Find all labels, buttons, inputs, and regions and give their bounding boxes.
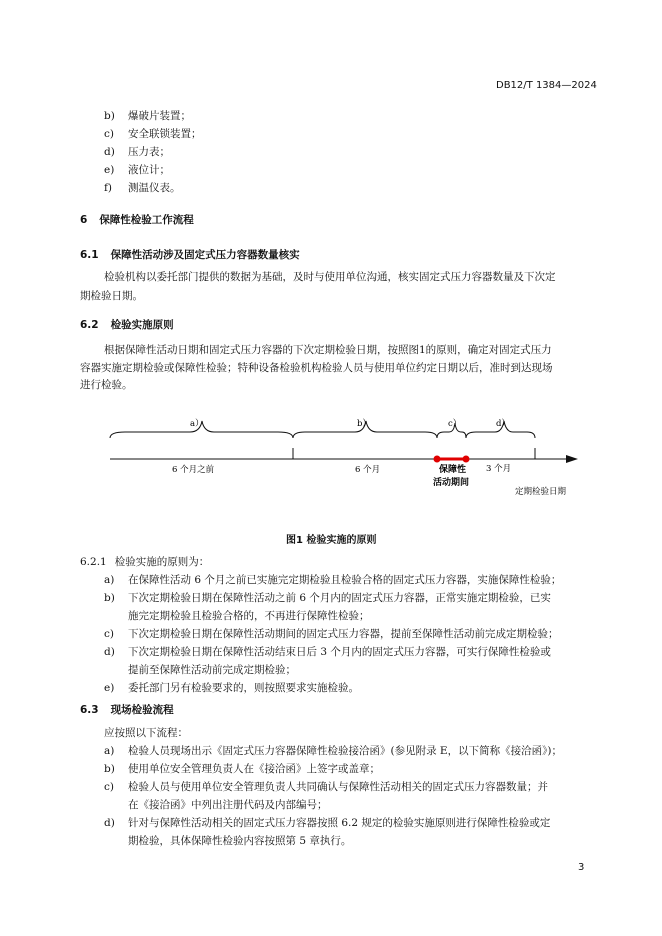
- event-label-line1: 保障性: [439, 465, 467, 475]
- axis-label-inspection-date: 定期检验日期: [515, 487, 567, 497]
- section-6-heading: 6 保障性检验工作流程: [80, 214, 194, 226]
- brace-label-c: c）: [448, 419, 462, 429]
- section-6-1-para-line2: 期检验日期。: [80, 290, 143, 302]
- list-item: e) 液位计；: [104, 164, 170, 176]
- section-6-2-para-line3: 进行检验。: [80, 379, 133, 391]
- event-start-dot: [434, 456, 441, 463]
- list-item: a) 检验人员现场出示《固定式压力容器保障性检验接洽函》(参见附录 E，以下简称《接洽函》)；: [104, 745, 562, 757]
- list-item: f) 测温仪表。: [104, 182, 181, 194]
- list-item: d) 压力表；: [104, 146, 170, 158]
- section-6-3-heading: 6.3 现场检验流程: [80, 704, 174, 716]
- list-item: c) 检验人员与使用单位安全管理负责人共同确认与保障性活动相关的固定式压力容器数量；并: [104, 781, 548, 793]
- section-6-2-para-line2: 容器实施定期检验或保障性检验；特种设备检验机构检验人员与使用单位约定日期以后，准时到达现场: [80, 362, 553, 374]
- section-6-1-heading: 6.1 保障性活动涉及固定式压力容器数量核实: [80, 249, 300, 261]
- timeline-figure: [0, 405, 662, 505]
- figure-caption: 图1 检验实施的原则: [286, 535, 377, 546]
- section-6-2-para-line1: 根据保障性活动日期和固定式压力容器的下次定期检验日期，按照图1的原则，确定对固定式压力: [104, 344, 552, 356]
- section-6-3-list: [104, 743, 562, 849]
- event-end-dot: [463, 456, 470, 463]
- list-item: b) 爆破片装置；: [104, 110, 191, 122]
- section-6-2-heading: 6.2 检验实施原则: [80, 319, 174, 331]
- brace-label-b: b）: [357, 419, 371, 429]
- list-item-continuation: 期检验，具体保障性检验内容按照第 5 章执行。: [128, 835, 352, 847]
- page-number: 3: [578, 862, 585, 873]
- section-6-3-lead: 应按照以下流程：: [104, 727, 188, 739]
- list-item-continuation: 提前至保障性活动前完成定期检验；: [128, 664, 296, 676]
- segment-label-6-months-before: 6 个月之前: [172, 465, 215, 475]
- segment-label-6-months: 6 个月: [355, 465, 381, 475]
- document-id: DB12/T 1384—2024: [496, 80, 597, 91]
- timeline-arrowhead: [566, 455, 578, 463]
- list-item: b) 下次定期检验日期在保障性活动之前 6 个月内的固定式压力容器，正常实施定期检验，已实: [104, 592, 551, 604]
- list-item: e) 委托部门另有检验要求的，则按照要求实施检验。: [104, 682, 359, 694]
- list-item: b) 使用单位安全管理负责人在《接洽函》上签字或盖章；: [104, 763, 380, 775]
- list-item: c) 安全联锁装置；: [104, 128, 202, 140]
- section-6-2-1-list: [104, 572, 561, 696]
- list-item: d) 下次定期检验日期在保障性活动结束日后 3 个月内的固定式压力容器，可实行保障性检验或: [104, 646, 551, 658]
- list-item: d) 针对与保障性活动相关的固定式压力容器按照 6.2 规定的检验实施原则进行保障性检验或定: [104, 817, 551, 829]
- section-6-2-1-lead: 6.2.1 检验实施的原则为：: [80, 556, 210, 568]
- list-item-continuation: 在《接洽函》中列出注册代码及内部编号；: [128, 799, 328, 811]
- brace-label-d: d）: [496, 419, 510, 429]
- event-label-line2: 活动期间: [433, 478, 470, 488]
- list-item: a) 在保障性活动 6 个月之前已实施完定期检验且检验合格的固定式压力容器，实施保障性检验；: [104, 574, 562, 586]
- list-item: c) 下次定期检验日期在保障性活动期间的固定式压力容器，提前至保障性活动前完成定期检验；: [104, 628, 559, 640]
- segment-label-3-months: 3 个月: [486, 464, 512, 474]
- section-6-1-para-line1: 检验机构以委托部门提供的数据为基础，及时与使用单位沟通，核实固定式压力容器数量及下次定: [104, 271, 556, 283]
- brace-label-a: a）: [190, 419, 204, 429]
- list-item-continuation: 施完定期检验且检验合格的，不再进行保障性检验；: [128, 610, 370, 622]
- top-list: [104, 108, 202, 196]
